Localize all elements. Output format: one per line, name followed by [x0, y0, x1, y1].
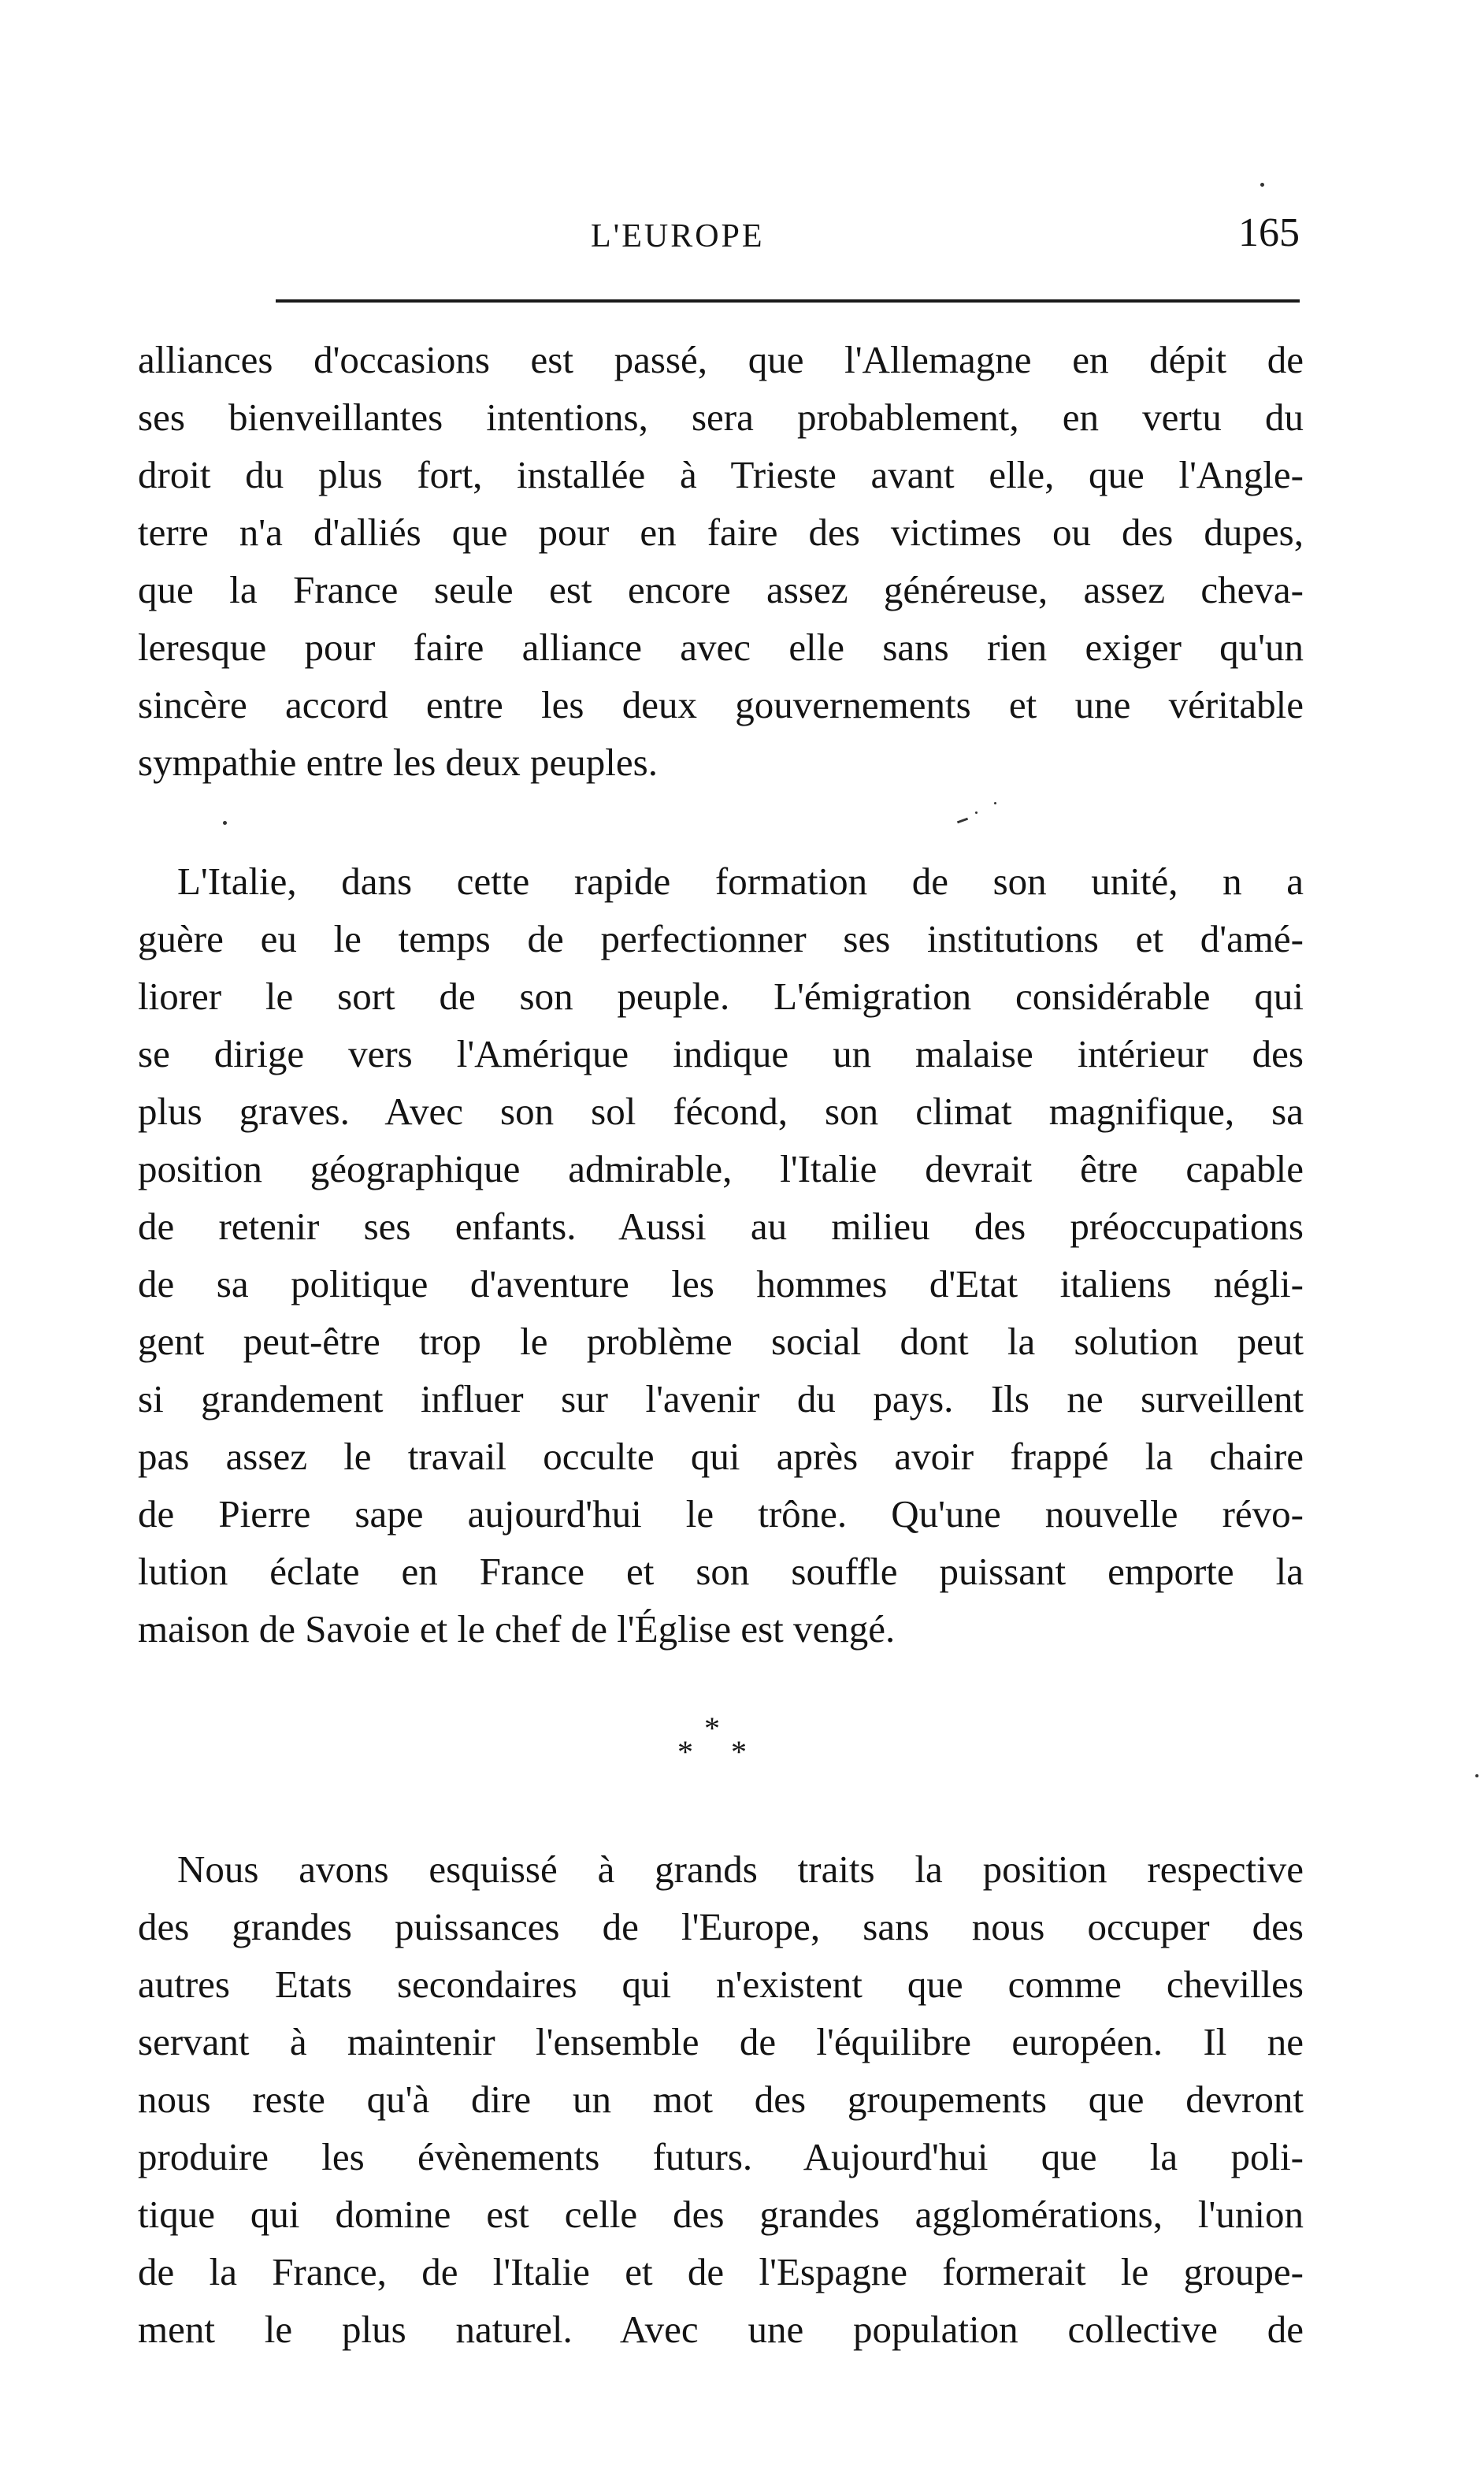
- text-line: position géographique admirable, l'Italie devrait être capable: [138, 1147, 1304, 1190]
- text-line: autres Etats secondaires qui n'existent que comme chevilles: [138, 1963, 1304, 2006]
- text-line: maison de Savoie et le chef de l'Église est vengé.: [138, 1607, 896, 1651]
- text-line: lution éclate en France et son souffle puissant emporte la: [138, 1550, 1304, 1593]
- text-line: servant à maintenir l'ensemble de l'équilibre européen. Il ne: [138, 2020, 1304, 2063]
- text-line: de la France, de l'Italie et de l'Espagne formerait le groupe-: [138, 2250, 1304, 2293]
- asterisk-glyph: *: [731, 1734, 747, 1770]
- header-rule: [276, 299, 1300, 303]
- text-line: de sa politique d'aventure les hommes d'Etat italiens négli-: [138, 1262, 1304, 1305]
- running-head: L'EUROPE: [591, 218, 765, 254]
- text-line: ment le plus naturel. Avec une population collective de: [138, 2308, 1304, 2351]
- page-number: 165: [1238, 210, 1300, 255]
- text-line: terre n'a d'alliés que pour en faire des victimes ou des dupes,: [138, 511, 1304, 554]
- text-line: leresque pour faire alliance avec elle sans rien exiger qu'un: [138, 626, 1304, 669]
- asterisk-glyph: *: [704, 1710, 720, 1746]
- text-line: alliances d'occasions est passé, que l'Allemagne en dépit de: [138, 338, 1304, 381]
- text-line: se dirige vers l'Amérique indique un malaise intérieur des: [138, 1032, 1304, 1075]
- asterisk-glyph: *: [677, 1734, 693, 1770]
- paragraph: [138, 852, 1304, 1658]
- text-line: sympathie entre les deux peuples.: [138, 741, 658, 784]
- text-line: droit du plus fort, installée à Trieste avant elle, que l'Angle-: [138, 453, 1304, 496]
- paragraph: [138, 331, 1304, 791]
- text-line: L'Italie, dans cette rapide formation de son unité, n a: [177, 860, 1304, 903]
- text-line: de retenir ses enfants. Aussi au milieu des préoccupations: [138, 1205, 1304, 1248]
- ink-speck: [957, 818, 968, 824]
- text-line: ses bienveillantes intentions, sera probablement, en vertu du: [138, 396, 1304, 439]
- text-line: pas assez le travail occulte qui après avoir frappé la chaire: [138, 1435, 1304, 1478]
- text-line: liorer le sort de son peuple. L'émigration considérable qui: [138, 975, 1304, 1018]
- ink-speck: [975, 811, 978, 814]
- text-line: produire les évènements futurs. Aujourd'hui que la poli-: [138, 2135, 1304, 2178]
- text-line: sincère accord entre les deux gouvernements et une véritable: [138, 683, 1304, 726]
- text-line: des grandes puissances de l'Europe, sans nous occuper des: [138, 1905, 1304, 1948]
- text-line: Nous avons esquissé à grands traits la position respective: [177, 1848, 1304, 1891]
- ink-speck: [1475, 1774, 1478, 1777]
- text-line: si grandement influer sur l'avenir du pays. Ils ne surveillent: [138, 1377, 1304, 1420]
- page-header: [276, 206, 1300, 269]
- text-line: plus graves. Avec son sol fécond, son climat magnifique, sa: [138, 1090, 1304, 1133]
- text-line: de Pierre sape aujourd'hui le trône. Qu'une nouvelle révo-: [138, 1492, 1304, 1536]
- text-line: que la France seule est encore assez généreuse, assez cheva-: [138, 568, 1304, 611]
- text-line: nous reste qu'à dire un mot des groupements que devront: [138, 2078, 1304, 2121]
- text-line: gent peut-être trop le problème social dont la solution peut: [138, 1320, 1304, 1363]
- text-line: guère eu le temps de perfectionner ses institutions et d'amé-: [138, 917, 1304, 960]
- paragraph: [138, 1840, 1304, 2358]
- ink-speck: [223, 821, 227, 825]
- section-break-asterism: [677, 1710, 788, 1770]
- ink-speck: [994, 802, 996, 804]
- ink-speck: [1260, 183, 1264, 187]
- text-line: tique qui domine est celle des grandes agglomérations, l'union: [138, 2193, 1304, 2236]
